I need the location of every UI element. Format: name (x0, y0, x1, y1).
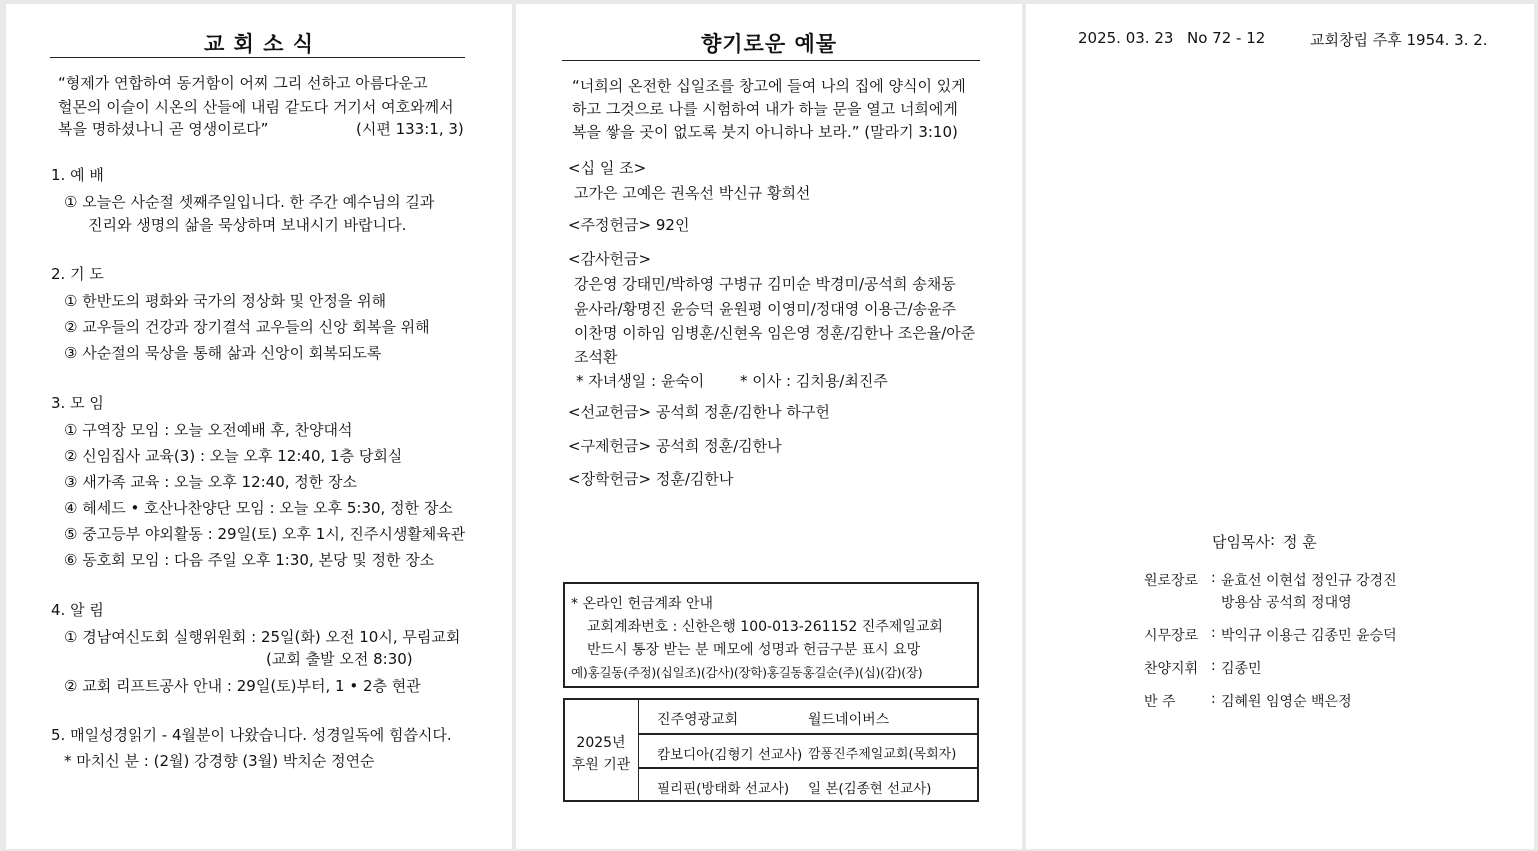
thanks-label: <감사헌금> (568, 250, 652, 268)
mission-offering: <선교헌금> 공석희 정훈/김한나 하구헌 (568, 403, 830, 421)
church-news-panel (6, 4, 512, 849)
notice-item-cont: (교회 출발 오전 8:30) (266, 650, 413, 668)
verse-line: 하고 그것으로 나를 시험하여 내가 하늘 문을 열고 너희에게 (572, 100, 958, 118)
thanks-names: 윤사라/황명진 윤승덕 윤원평 이영미/정대영 이용근/송윤주 (574, 300, 956, 318)
church-founded: 교회창립 주후 1954. 3. 2. (1310, 31, 1488, 49)
news-title: 교 회 소 식 (203, 32, 315, 56)
support-year: 2025년 (576, 735, 626, 751)
meeting-item: ④ 헤세드 • 호산나찬양단 모임 : 오늘 오후 5:30, 정한 장소 (64, 499, 453, 517)
verse-line: “형제가 연합하여 동거함이 어찌 그리 선하고 아름다운고 (58, 74, 428, 92)
section-heading-worship: 1. 예 배 (51, 166, 104, 184)
meeting-item: ② 신임집사 교육(3) : 오늘 오후 12:40, 1층 당회실 (64, 447, 403, 465)
section-heading-prayer: 2. 기 도 (51, 265, 104, 283)
account-number: 교회계좌번호 : 신한은행 100-013-261152 진주제일교회 (587, 619, 943, 635)
tithe-names: 고가은 고예은 권옥선 박신규 황희선 (574, 184, 811, 202)
account-memo-instruction: 반드시 통장 받는 분 메모에 성명과 헌금구분 표시 요망 (587, 642, 921, 658)
pastor-label: 담임목사 (1212, 533, 1270, 551)
notice-item: ② 교회 리프트공사 안내 : 29일(토)부터, 1 • 2층 현관 (64, 677, 421, 695)
worship-item-cont: 진리와 생명의 삶을 묵상하며 보내시기 바랍니다. (88, 216, 407, 234)
offering-title: 향기로운 예물 (700, 32, 838, 56)
online-account-box (563, 582, 979, 688)
colon-separator: : (1270, 531, 1276, 549)
title-underline (562, 60, 980, 61)
elders-label: 원로장로 (1144, 573, 1199, 589)
bible-reading-notice: 5. 매일성경읽기 - 4월분이 나왔습니다. 성경일독에 힘씁시다. (51, 726, 452, 744)
support-org: 필리핀(방태화 선교사) (657, 781, 790, 797)
meeting-item: ① 구역장 모임 : 오늘 오전예배 후, 찬양대석 (64, 421, 353, 439)
active-elders-label: 시무장로 (1144, 628, 1199, 644)
bulletin-date: 2025. 03. 23 (1078, 29, 1174, 47)
meeting-item: ⑥ 동호회 모임 : 다음 주일 오후 1:30, 본당 및 정한 장소 (64, 551, 435, 569)
verse-line: 복을 명하셨나니 곧 영생이로다” (58, 120, 269, 138)
verse-line: 헐몬의 이슬이 시온의 산들에 내림 같도다 거기서 여호와께서 (58, 98, 454, 116)
section-heading-notices: 4. 알 림 (51, 601, 104, 619)
prayer-item: ① 한반도의 평화와 국가의 정상화 및 안정을 위해 (64, 292, 387, 310)
tithe-label: <십 일 조> (568, 159, 647, 177)
prayer-item: ③ 사순절의 묵상을 통해 삶과 신앙이 회복되도록 (64, 344, 382, 362)
prayer-item: ② 교우들의 건강과 장기결석 교우들의 신앙 회복을 위해 (64, 318, 430, 336)
accompanist-label: 반 주 (1144, 694, 1176, 710)
moving: * 이사 : 김치용/최진주 (740, 372, 888, 390)
colon-separator: : (1211, 570, 1216, 586)
verse-line: “너희의 온전한 십일조를 창고에 들여 나의 집에 양식이 있게 (572, 77, 966, 95)
meeting-item: ③ 새가족 교육 : 오늘 오후 12:40, 정한 장소 (64, 473, 358, 491)
support-org: 깜퐁진주제일교회(목회자) (808, 747, 957, 762)
support-label-cell (565, 700, 639, 800)
elders-names: 윤효선 이현섭 정인규 강경진 (1221, 573, 1397, 589)
support-org: 진주영광교회 (657, 712, 739, 728)
support-org: 캄보디아(김형기 선교사) (657, 747, 803, 763)
scholarship-offering: <장학헌금> 정훈/김한나 (568, 470, 734, 488)
support-label: 후원 기관 (571, 757, 631, 773)
meeting-item: ⑤ 중고등부 야외활동 : 29일(토) 오후 1시, 진주시생활체육관 (64, 525, 466, 543)
sunday-offering: <주정헌금> 92인 (568, 216, 690, 234)
active-elders-names: 박익규 이용근 김종민 윤승덕 (1221, 628, 1397, 644)
child-birthday: * 자녀생일 : 윤숙이 (576, 372, 705, 390)
support-org: 일 본(김종현 선교사) (808, 781, 932, 797)
thanks-names: 조석환 (574, 348, 618, 366)
support-table (563, 698, 979, 802)
pastor-name: 정 훈 (1283, 533, 1317, 551)
thanks-names: 이찬명 이하임 임병훈/신현옥 임은영 정훈/김한나 조은율/아준 (574, 324, 976, 342)
row-divider (639, 767, 977, 769)
account-memo-example: 예)홍길동(주정)(십일조)(감사)(장학)홍길동홍길순(주)(십)(감)(장) (571, 665, 923, 680)
row-divider (639, 733, 977, 735)
bible-reading-completers: * 마치신 분 : (2월) 강경향 (3월) 박치순 정연순 (64, 752, 375, 770)
bulletin-issue: No 72 - 12 (1187, 29, 1266, 47)
thanks-names: 강은영 강태민/박하영 구병규 김미순 박경미/공석희 송채동 (574, 275, 956, 293)
verse-line: 복을 쌓을 곳이 없도록 붓지 아니하나 보라.” (말라기 3:10) (572, 123, 958, 141)
worship-item: ① 오늘은 사순절 셋째주일입니다. 한 주간 예수님의 길과 (64, 193, 435, 211)
elders-names: 방용삼 공석희 정대영 (1221, 595, 1352, 611)
cover-panel (1026, 4, 1534, 849)
colon-separator: : (1211, 691, 1216, 707)
choir-director-label: 찬양지휘 (1144, 661, 1199, 677)
support-org: 월드네이버스 (808, 712, 890, 728)
title-underline (50, 57, 465, 58)
colon-separator: : (1211, 625, 1216, 641)
account-heading: * 온라인 헌금계좌 안내 (571, 596, 714, 612)
accompanist-names: 김혜원 임영순 백은정 (1221, 694, 1352, 710)
offering-panel (516, 4, 1022, 849)
verse-reference: (시편 133:1, 3) (356, 120, 464, 138)
choir-director-name: 김종민 (1221, 661, 1262, 677)
section-heading-meetings: 3. 모 임 (51, 394, 104, 412)
notice-item: ① 경남여신도회 실행위원회 : 25일(화) 오전 10시, 무림교회 (64, 628, 461, 646)
relief-offering: <구제헌금> 공석희 정훈/김한나 (568, 437, 782, 455)
colon-separator: : (1211, 658, 1216, 674)
